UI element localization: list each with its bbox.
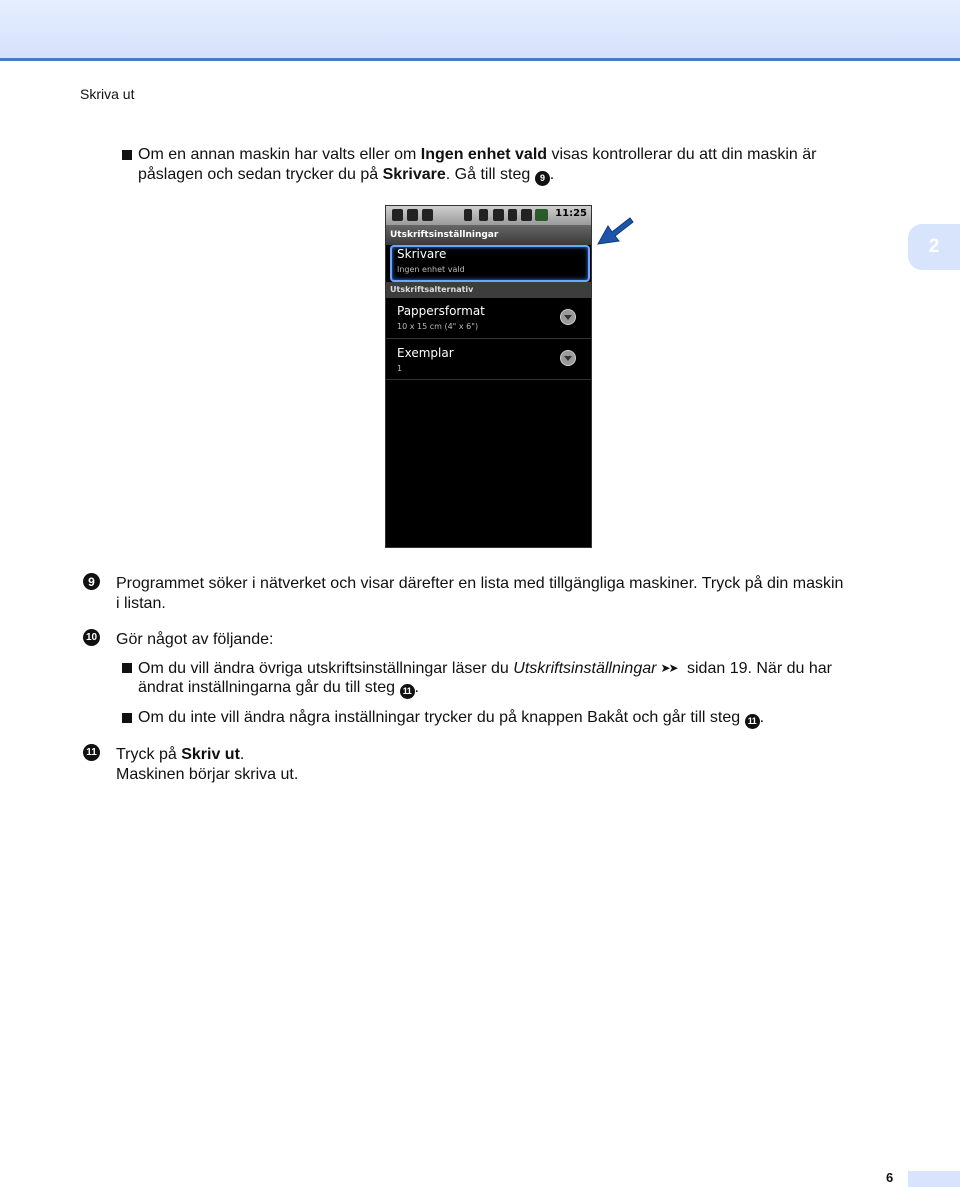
chevron-down-icon[interactable] — [560, 309, 576, 325]
usb-icon — [422, 209, 433, 221]
download-icon — [392, 209, 403, 221]
text: påslagen och sedan trycker du på — [138, 166, 383, 183]
double-arrow-icon: ➤➤ — [660, 661, 677, 675]
wifi-icon — [479, 209, 488, 221]
step10-bullet1-line1 — [138, 658, 832, 679]
text: . Gå till steg — [445, 166, 535, 183]
bullet-top-line2 — [138, 165, 554, 186]
step11-line1 — [116, 745, 244, 765]
text: visas kontrollerar du att din maskin är — [547, 146, 817, 163]
paper-size-label[interactable]: Pappersformat — [397, 304, 485, 318]
copies-label[interactable]: Exemplar — [397, 346, 454, 360]
bullet-top-line1 — [138, 145, 817, 165]
vibrate-icon — [493, 209, 504, 221]
step-reference: 9 — [535, 171, 550, 186]
paper-size-value: 10 x 15 cm (4" x 6") — [397, 322, 479, 331]
italic-text: Utskriftsinställningar — [513, 660, 657, 677]
section-header: Skriva ut — [80, 86, 135, 102]
chevron-down-icon[interactable] — [560, 350, 576, 366]
options-section-header: Utskriftsalternativ — [386, 282, 591, 298]
battery-icon — [508, 209, 517, 221]
screen-title: Utskriftsinställningar — [386, 225, 591, 245]
step9-line1: Programmet söker i nätverket och visar därefter en lista med tillgängliga maskiner. Tryck på din maskin — [116, 575, 844, 592]
text: Om du inte vill ändra några inställningar trycker du på knappen Bakåt och går till steg — [138, 709, 745, 726]
text: sidan 19. När du har — [682, 660, 832, 677]
step11-line2: Maskinen börjar skriva ut. — [116, 766, 299, 783]
chapter-tab: 2 — [908, 224, 960, 270]
signal-icon — [521, 209, 532, 221]
text: . — [414, 679, 419, 696]
step-reference: 11 — [400, 684, 415, 699]
step-reference: 11 — [745, 714, 760, 729]
bold-text: Skriv ut — [181, 746, 240, 763]
bold-text: Ingen enhet vald — [420, 146, 548, 163]
step10-bullet1-line2 — [138, 678, 419, 699]
printer-value: Ingen enhet vald — [397, 265, 465, 274]
page-number: 6 — [886, 1170, 894, 1185]
footer-band — [908, 1171, 960, 1187]
step-number-11: 11 — [83, 744, 100, 761]
text: Om en annan maskin har valts eller om — [138, 146, 421, 163]
divider — [386, 338, 591, 339]
status-time: 11:25 — [555, 208, 587, 219]
text: Om du vill ändra övriga utskriftsinställningar läser du — [138, 660, 514, 677]
phone-screenshot — [386, 206, 591, 547]
network-icon — [535, 209, 548, 221]
text: Tryck på — [116, 746, 182, 763]
step9-line2: i listan. — [116, 595, 166, 612]
copies-value: 1 — [397, 364, 403, 373]
step-number-10: 10 — [83, 629, 100, 646]
step10-text: Gör något av följande: — [116, 631, 274, 648]
bold-text: Skrivare — [382, 166, 446, 183]
divider — [386, 379, 591, 380]
bluetooth-icon — [464, 209, 472, 221]
step10-bullet2 — [138, 708, 764, 729]
bullet-square-icon — [122, 663, 132, 673]
step-number-9: 9 — [83, 573, 100, 590]
text: . — [239, 746, 245, 763]
bullet-square-icon — [122, 150, 132, 160]
pointer-arrow-icon — [596, 214, 634, 246]
bullet-square-icon — [122, 713, 132, 723]
status-bar — [386, 206, 591, 225]
text: . — [549, 166, 555, 183]
top-band — [0, 0, 960, 61]
printer-label: Skrivare — [397, 247, 447, 261]
text: . — [759, 709, 765, 726]
text: ändrat inställningarna går du till steg — [138, 679, 400, 696]
store-icon — [407, 209, 418, 221]
